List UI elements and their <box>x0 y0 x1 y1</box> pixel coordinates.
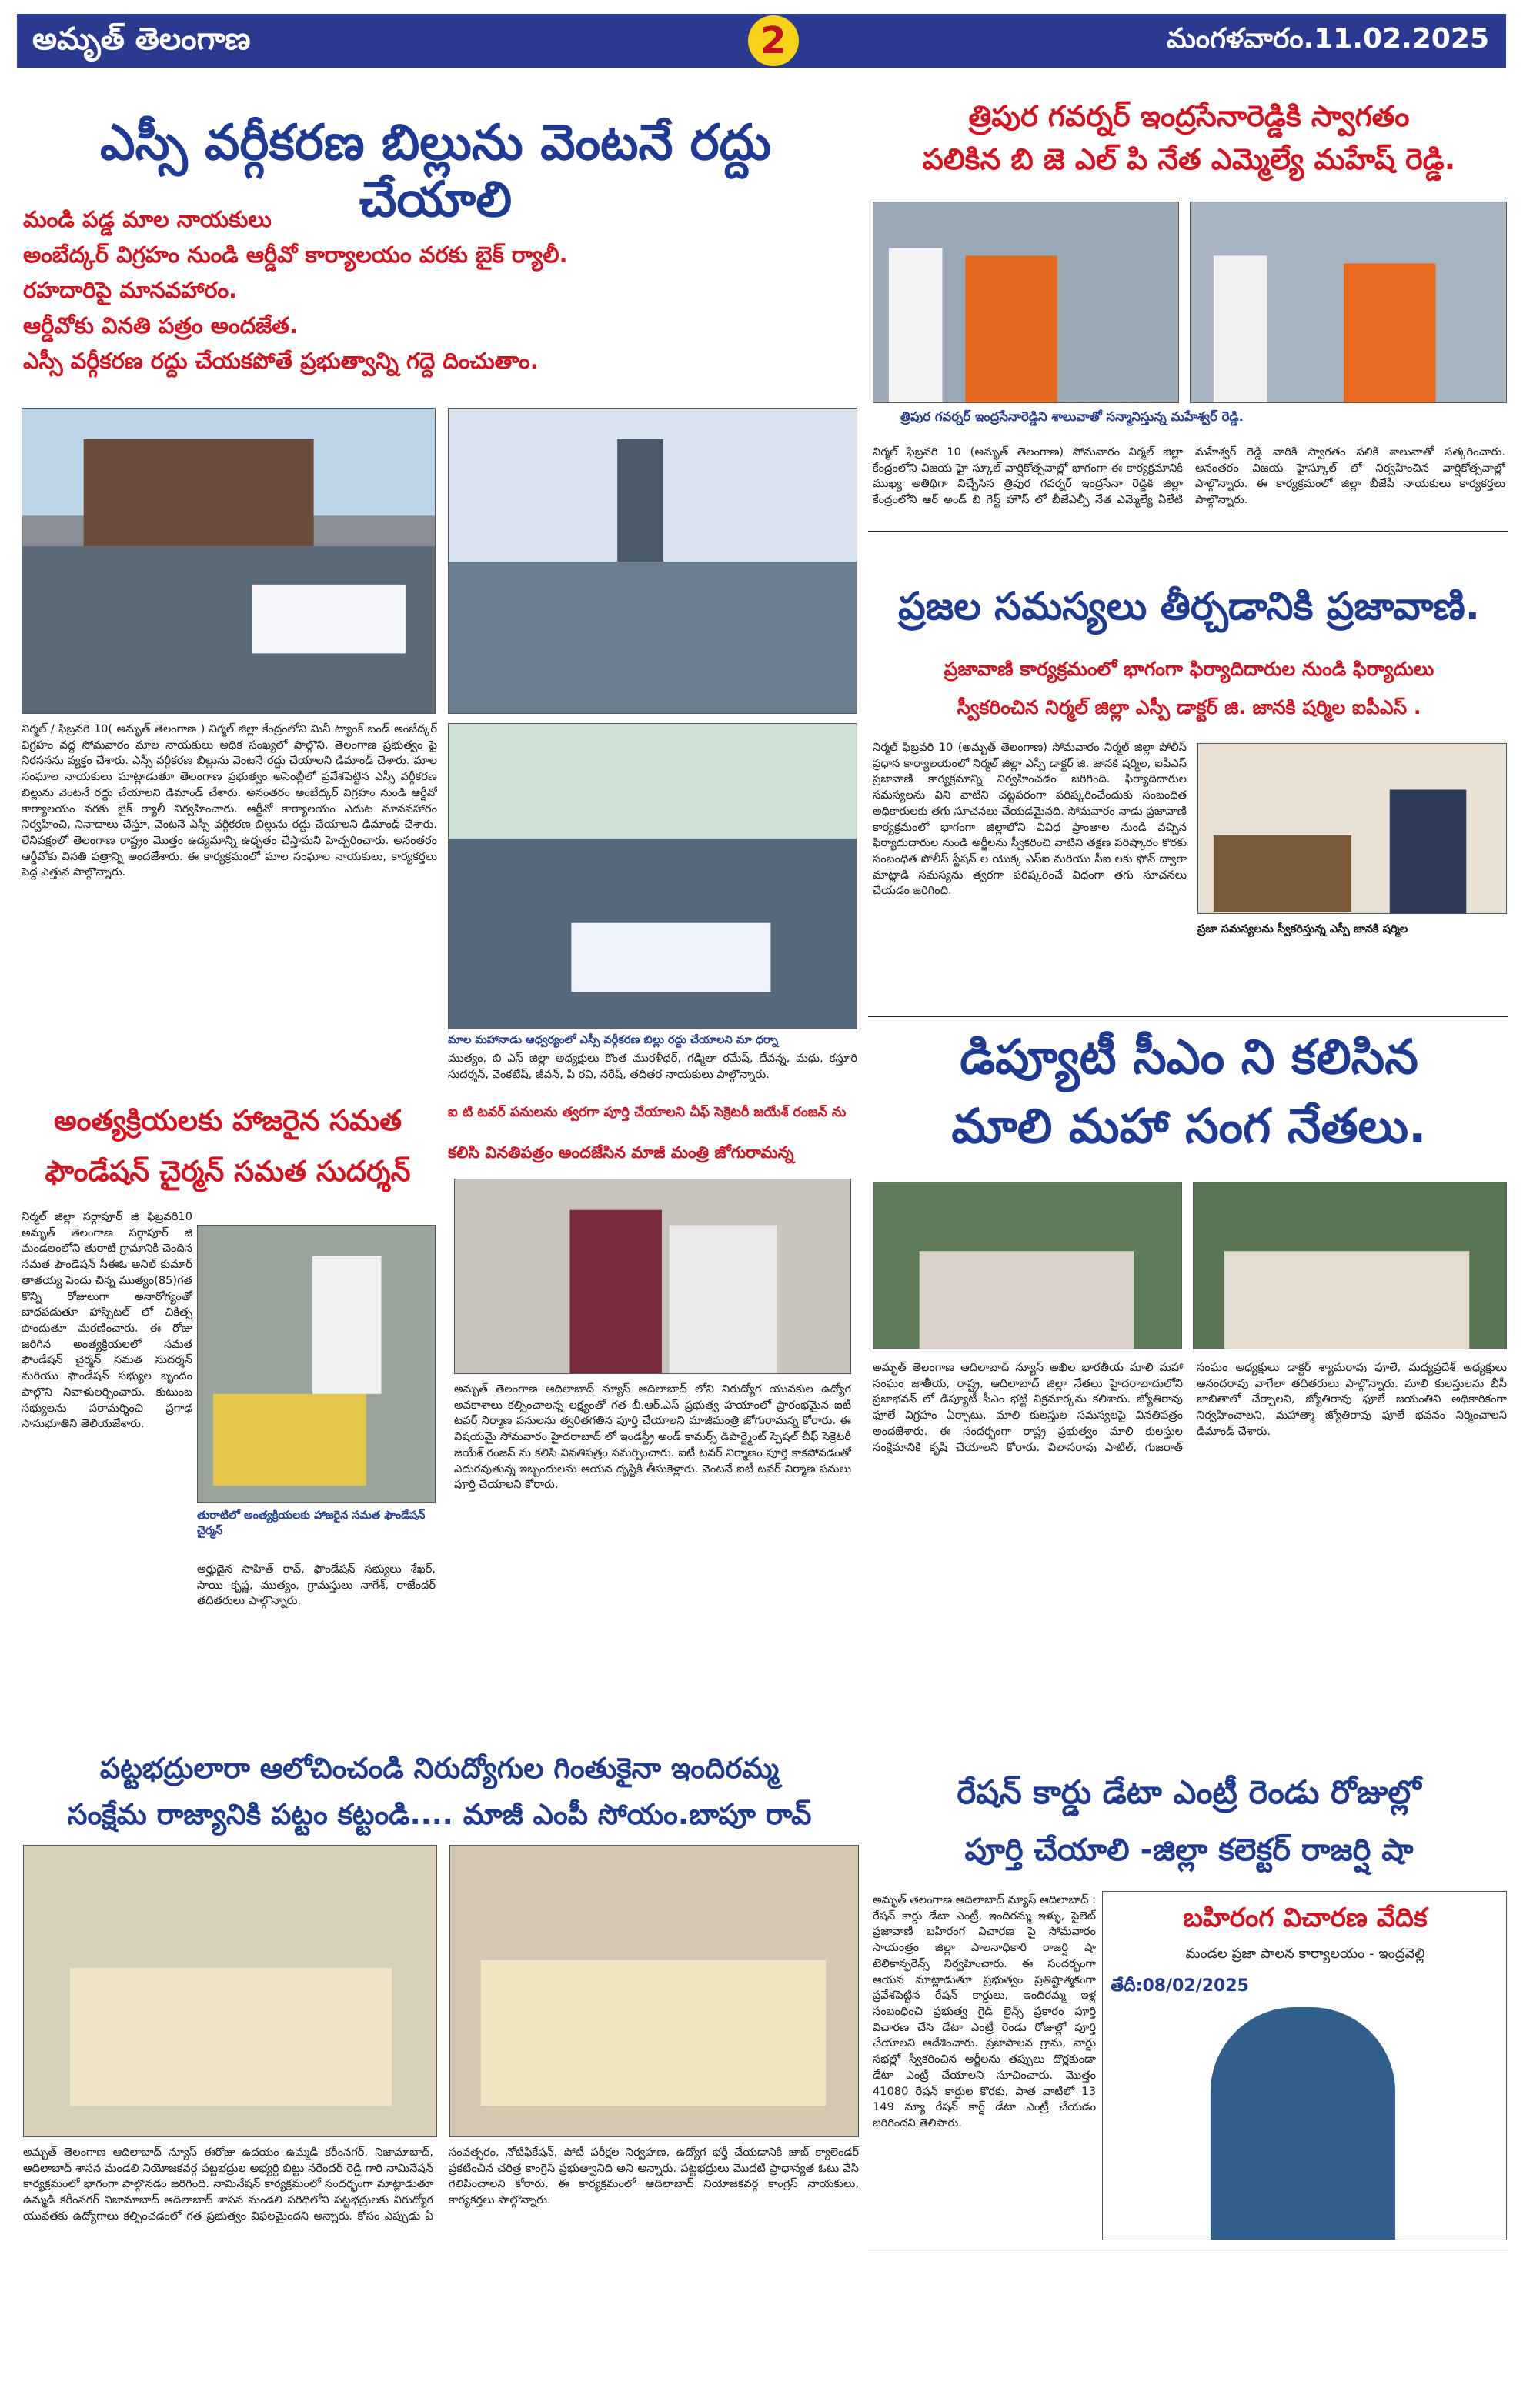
divider <box>868 1016 1508 1017</box>
story6-side-body: అర్హుడైన సాహిత్ రావ్, ఫౌండేషన్ సభ్యులు శేఖర్, సాయి కృష్ణ, ముత్యం, గ్రామస్తులు నాగేశ్, రాజేందర్ తదితరులు పాల్గొన్నారు. <box>197 1563 436 1608</box>
story2-headline-line2: పలికిన బి జె ఎల్ పి నేత ఎమ్మెల్యే మహేష్ రెడ్డి. <box>922 142 1456 176</box>
story3-photo-caption: ప్రజా సమస్యలను స్వీకరిస్తున్న ఎస్పీ జానకి షర్మిల <box>1197 922 1408 936</box>
story5-headline-line1: ఐ టి టవర్ పనులను త్వరగా పూర్తి చేయాలని చీఫ్ సెక్రెటరీ జయేశ్ రంజన్ ను <box>448 1105 847 1120</box>
story4-headline-line2: మాలి మహా సంగ నేతలు. <box>951 1098 1427 1154</box>
story3-subhead-line2: స్వీకరించిన నిర్మల్ జిల్లా ఎస్పీ డాక్టర్ జి. జానకి షర్మిల ఐపీఎస్ . <box>957 696 1421 719</box>
story1-bullet: ఎస్సీ వర్గీకరణ రద్దు చేయకపోతే ప్రభుత్వాన్ని గద్దె దించుతాం. <box>23 348 539 374</box>
story1-headline: ఎస్సీ వర్గీకరణ బిల్లును వెంటనే రద్దు చేయాలి <box>100 115 771 228</box>
paper-name: అమృత్ తెలంగాణ <box>32 22 251 57</box>
story1-caption-body: ముత్యం, బి ఎస్ జిల్లా అధ్యక్షులు కొంత మురళీధర్, గడ్మిలా రమేష్, దేవన్న, మధు, కస్తూరి సుదర్శన్, వెంకటేష్, జీవన్, పి రవి, నరేష్, తదితర నాయకులు పాల్గొన్నారు. <box>448 1052 857 1081</box>
divider <box>868 531 1508 532</box>
story6-photo <box>197 1225 436 1503</box>
story2-photo-caption: త్రిపుర గవర్నర్ ఇంద్రసేనారెడ్డిని శాలువాతో సన్మానిస్తున్న మహేశ్వర్ రెడ్డి. <box>900 409 1244 424</box>
story5-headline-line2: కలిసి వినతిపత్రం అందజేసిన మాజీ మంత్రి జోగురామన్న <box>448 1143 794 1162</box>
story1-body: నిర్మల్ / ఫిబ్రవరి 10( అమృత్ తెలంగాణ ) నిర్మల్ జిల్లా కేంద్రంలోని మినీ ట్యాంక్ బండ్ అంబేద్కర్ విగ్రహం వద్ద సోమవారం మాల నాయకులు అధిక సంఖ్యలో పాల్గొని, తెలంగాణ ప్రభుత్వం పై నిరసనను వ్యక్తం చేశారు. ఎస్సీ వర్గీకరణ బిల్లును వెంటనే రద్దు చేయాలని డిమాండ్ చేశారు. మాల సంఘాల నాయకులు మాట్లాడుతూ తెలంగాణ ప్రభుత్వం అసెంబ్లీలో ప్రవేశపెట్టిన ఎస్సీ వర్గీకరణ బిల్లును వెంటనే రద్దు చేయాలని డిమాండ్ చేశారు. అనంతరం అంబేద్కర్ విగ్రహం నుండి ఆర్డీవో కార్యాలయం వరకు బైక్ ర్యాలీ నిర్వహించారు. ఆర్డీవో కార్యాలయం ఎదుట మానవహారం నిర్వహించి, నినాదాలు చేస్తూ, వెంటనే ఎస్సీ వర్గీకరణ బిల్లును రద్దు చేయాలని డిమాండ్ చేశారు. లేనిపక్షంలో తెలంగాణ రాష్ట్రం మొత్తం ఉద్యమాన్ని ఉధృతం చేస్తామని హెచ్చరించారు. అనంతరం ఆర్డీవోకు వినతి పత్రాన్ని అందజేశారు. ఈ కార్యక్రమంలో మాల సంఘాల నాయకులు, కార్యకర్తలు పెద్ద ఎత్తున పాల్గొన్నారు. <box>22 722 437 879</box>
story1-bullets <box>23 202 854 379</box>
story1-photo-statue <box>448 408 857 714</box>
story4-photo-left <box>873 1182 1182 1349</box>
story7-headline-line1: పట్టభద్రులారా ఆలోచించండి నిరుద్యోగుల గింతుకైనా ఇందిరమ్మ <box>99 1752 780 1785</box>
story3-body: నిర్మల్ ఫిబ్రవరి 10 (అమృత్ తెలంగాణ) సోమవారం నిర్మల్ జిల్లా పోలీస్ ప్రధాన కార్యాలయంలో నిర్మల్ జిల్లా ఎస్పీ డాక్టర్ జి. జానకి షర్మిల, ఐపీఎస్ ప్రజావాణి కార్యక్రమాన్ని నిర్వహించడం జరిగింది. ఫిర్యాదిదారుల సమస్యలను విని వాటిని చట్టపరంగా పరిష్కరించేందుకు సంబంధిత అధికారులకు తగు సూచనలు చేయడమైనది. సోమవారం నాడు ప్రజావాణి కార్యక్రమంలో భాగంగా జిల్లాలోని వివిధ ప్రాంతాల నుండి వచ్చిన ఫిర్యాదుదారుల నుండి అర్జీలను స్వీకరించి వాటిని తక్షణ పరిష్కారం కొరకు సంబంధిత పోలీస్ స్టేషన్ ల యొక్క ఎస్ఐ మరియు సీఐ లకు ఫోన్ ద్వారా మాట్లాడి సమస్యను త్వరగా పరిష్కరించే విధంగా తగు సూచనలు చేయడం జరిగింది. <box>873 741 1187 898</box>
story8-headline-line2: పూర్తి చేయాలి -జిల్లా కలెక్టర్ రాజర్షి షా <box>964 1833 1414 1868</box>
story7-body: అమృత్ తెలంగాణ ఆదిలాబాద్ న్యూస్ ఈరోజు ఉదయం ఉమ్మడి కరీంనగర్, నిజామాబాద్, ఆదిలాబాద్ శాసన మండలి నియోజకవర్గ పట్టభద్రుల అభ్యర్థి బిట్టు నరేందర్ రెడ్డి గారి నామినేషన్ కార్యక్రమంలో భాగంగా పాల్గొనడం జరిగింది. నామినేషన్ కార్యక్రమంలో సందర్భంగా మాట్లాడుతూ ఉమ్మడి కరీంనగర్ నిజామాబాద్ ఆదిలాబాద్ శాసన మండలి పరిధిలోని పట్టభద్రులకు నిరుద్యోగ యువతకు ఉద్యోగాలు కల్పించడంలో గత ప్రభుత్వం విఫలమైందని అన్నారు. కోసం ఎప్పుడు ఏ సంవత్సరం, నోటిఫికేషన్, పోటీ పరీక్షల నిర్వహణ, ఉద్యోగ భర్తీ చేయడానికి జాబ్ క్యాలెండర్ ప్రకటించిన చరిత్ర కాంగ్రెస్ ప్రభుత్వానిది అని అన్నారు. పట్టభద్రులు మొదటి ప్రాధాన్యత ఓటు వేసి గెలిపించాలని కోరారు. ఈ కార్యక్రమంలో ఆదిలాబాద్ నియోజకవర్గ కాంగ్రెస్ నాయకులు, కార్యకర్తలు పాల్గొన్నారు. <box>23 2146 859 2223</box>
story8-banner-line1: బహిరంగ విచారణ వేదిక <box>1183 1903 1428 1933</box>
speaker-figure <box>1211 2007 1395 2240</box>
story2-photo-left <box>873 202 1179 403</box>
story6-headline-line2: ఫౌండేషన్ చైర్మన్ సమత సుదర్శన్ <box>45 1155 411 1188</box>
story6-body: నిర్మల్ జిల్లా సర్గాపూర్ జి ఫిబ్రవరి10 అమృత్ తెలంగాణ సర్గాపూర్ జి మండలంలోని తురాటి గ్రామానికి చెందిన సమత ఫౌండేషన్ సీఈఓ అనిల్ కుమార్ తాతయ్య పెందు చిన్న ముత్యం(85)గత కొన్ని రోజులుగా అనారోగ్యంతో బాధపడుతూ హాస్పిటల్ లో చికిత్స పొందుతూ మరణించారు. ఈ రోజు జరిగిన అంత్యక్రియలలో సమత ఫౌండేషన్ చైర్మన్ సమత సుదర్శన్ మరియు ఫౌండేషన్ సభ్యుల బృందం పాల్గొని నివాళులర్పించారు. కుటుంబ సభ్యులను పరామర్శించి ప్రగాఢ సానుభూతిని తెలియజేశారు. <box>22 1210 192 1431</box>
story3-photo <box>1197 743 1507 914</box>
story8-body: అమృత్ తెలంగాణ ఆదిలాబాద్ న్యూస్ ఆదిలాబాద్ : రేషన్ కార్డు డేటా ఎంట్రీ, ఇందిరమ్మ ఇళ్ళు, పైలెట్ ప్రజావాణి బహిరంగ విచారణ పై సోమవారం సాయంత్రం జిల్లా పాలనాధికారి రాజర్షి షా టెలికాన్ఫరెన్స్ నిర్వహించారు. ఈ సందర్భంగా ఆయన మాట్లాడుతూ ప్రభుత్వం ప్రతిష్టాత్మకంగా ప్రవేశపెట్టిన రేషన్ కార్డులు, ఇందిరమ్మ ఇళ్ల సంబంధించి ప్రభుత్వ గైడ్ లైన్స్ ప్రకారం పూర్తి విచారణ చేసి డేటా ఎంట్రీ రెండు రోజుల్లో పూర్తి చేయాలని ఆదేశించారు. ప్రజాపాలన గ్రామ, వార్డు సభల్లో స్వీకరించిన అర్జీలను తప్పులు దొర్లకుండా డేటా ఎంట్రీ చేయాలని సూచించారు. మొత్తం 41080 రేషన్ కార్డుల కొరకు, పాత వాటిలో 13 149 న్యూ రేషన్ కార్డ్ డేటా ఎంట్రీ చేయడం జరిగిందని తెలిపారు. <box>873 1893 1096 2130</box>
masthead <box>17 14 1506 68</box>
story2-headline-line1: త్రిపుర గవర్నర్ ఇంద్రసేనారెడ్డికి స్వాగతం <box>968 99 1410 133</box>
story5-body: అమృత్ తెలంగాణ ఆదిలాబాద్ న్యూస్ ఆదిలాబాద్ లోని నిరుద్యోగ యువకుల ఉద్యోగ అవకాశాలు కల్పించాలన్న లక్ష్యంతో గత బీ.ఆర్.ఎస్ ప్రభుత్వ హయాంలో ప్రారంభమైన ఐటీ టవర్ నిర్మాణ పనులను త్వరితగతిన పూర్తి చేయాలని మాజీమంత్రి జోగురామన్న కోరారు. ఈ విషయమై సోమవారం హైదరాబాద్ లో ఇండస్ట్రీ అండ్ కామర్స్ డిపార్ట్మెంట్ స్పెషల్ చీఫ్ సెక్రెటరీ జయేశ్ రంజన్ ను కలిసి వినతిపత్రం సమర్పించారు. ఐటీ టవర్ నిర్మాణం పూర్తి కాకపోవడంతో ఎదురవుతున్న ఇబ్బందులను ఆయన దృష్టికి తీసుకెళ్లారు. వెంటనే ఐటీ టవర్ నిర్మాణ పనులు పూర్తి చేయాలని కోరారు. <box>454 1382 851 1492</box>
story2-photo-right <box>1190 202 1507 403</box>
story4-body: అమృత్ తెలంగాణ ఆదిలాబాద్ న్యూస్ అఖిల భారతీయ మాలి మహా సంఘం జాతీయ, రాష్ట్ర, ఆదిలాబాద్ జిల్లా నేతలు హైదరాబాదులోని ప్రజాభవన్ లో డిప్యూటీ సీఎం భట్టి విక్రమార్కను కలిశారు. జ్యోతిరావు ఫూలే విగ్రహం ఏర్పాటు, మాలి కులస్తుల సమస్యలపై వినతిపత్రం అందజేశారు. ఈ సందర్భంగా రాష్ట్ర ప్రభుత్వం మాలి కులస్తుల సంక్షేమానికి కృషి చేయాలని కోరారు. విలాసరావు పాటిల్, గుజరాత్ సంఘం అధ్యక్షులు డాక్టర్ శ్యామరావు ఫూలే, మధ్యప్రదేశ్ అధ్యక్షులు ఆనందరావు వాగేలా తదితరులు పాల్గొన్నారు. మాలి కులస్తులను బీసీ జాబితాలో చేర్చాలని, జ్యోతిరావు ఫూలే జయంతిని అధికారికంగా నిర్వహించాలని, మహాత్మా జ్యోతిరావు ఫూలే భవనం నిర్మించాలని డిమాండ్ చేశారు. <box>873 1361 1507 1454</box>
page-number-badge: 2 <box>748 15 799 66</box>
story3-subhead-line1: ప్రజావాణి కార్యక్రమంలో భాగంగా ఫిర్యాదిదారుల నుండి ఫిర్యాదులు <box>944 658 1434 680</box>
story4-photo-right <box>1193 1182 1507 1349</box>
story4-headline-line1: డిప్యూటీ సీఎం ని కలిసిన <box>960 1029 1418 1085</box>
story6-headline-line1: అంత్యక్రియలకు హాజరైన సమత <box>53 1104 402 1137</box>
story5-photo <box>454 1179 851 1374</box>
story3-headline: ప్రజల సమస్యలు తీర్చడానికి ప్రజావాణి. <box>898 584 1480 629</box>
story1-bullet: అంబేద్కర్ విగ్రహం నుండి ఆర్డీవో కార్యాలయం వరకు బైక్ ర్యాలీ. <box>23 242 568 268</box>
story7-photo-left <box>23 1845 437 2137</box>
issue-date: మంగళవారం.11.02.2025 <box>1166 23 1489 55</box>
story1-photo-protest <box>448 723 857 1029</box>
story8-banner-line2: మండల ప్రజా పాలన కార్యాలయం - ఇంద్రవెల్లి <box>1185 1946 1425 1962</box>
story8-headline-line1: రేషన్ కార్డు డేటా ఎంట్రీ రెండు రోజుల్లో <box>957 1773 1421 1811</box>
story1-photo-rally <box>22 408 436 714</box>
story1-bullet: రహదారిపై మానవహారం. <box>23 277 238 303</box>
story1-bullet: మండి పడ్డ మాల నాయకులు <box>23 206 272 232</box>
story6-photo-caption: తురాటిలో అంత్యక్రియలకు హాజరైన సమత ఫౌండేషన్ చైర్మన్ <box>197 1509 426 1537</box>
story8-photo <box>1102 1891 1507 2240</box>
story1-bullet: ఆర్డీవోకు వినతి పత్రం అందజేత. <box>23 312 298 339</box>
story2-body: నిర్మల్ ఫిబ్రవరి 10 (అమృత్ తెలంగాణ) సోమవారం నిర్మల్ జిల్లా కేంద్రంలోని విజయ హై స్కూల్ వార్షికోత్సవాల్లో భాగంగా ఈ కార్యక్రమానికి ముఖ్య అతిథిగా విచ్చేసిన త్రిపుర గవర్నర్ ఇంద్రసేనా రెడ్డికి జిల్లా కేంద్రంలోని ఆర్ అండ్ బి గెస్ట్ హౌస్ లో బీజేఎల్పీ నేత ఎమ్మెల్యే ఏలేటి మహేశ్వర్ రెడ్డి వారికి స్వాగతం పలికి శాలువాతో సత్కరించారు. అనంతరం విజయ హైస్కూల్ లో నిర్వహించిన వార్షికోత్సవాల్లో పాల్గొన్నారు. ఈ కార్యక్రమంలో జిల్లా బీజేపీ నాయకులు కార్యకర్తలు పాల్గొన్నారు. <box>873 445 1505 507</box>
story7-headline-line2: సంక్షేమ రాజ్యానికి పట్టం కట్టండి.... మాజీ ఎంపీ సోయం.బాపూ రావ్ <box>67 1798 812 1831</box>
story8-banner-line3: తేదీ:08/02/2025 <box>1111 1976 1249 1996</box>
story7-photo-right <box>449 1845 859 2137</box>
story1-photo-caption: మాల మహానాడు ఆధ్వర్యంలో ఎస్సీ వర్గీకరణ బిల్లు రద్దు చేయాలని మా ధర్నా <box>448 1034 778 1046</box>
